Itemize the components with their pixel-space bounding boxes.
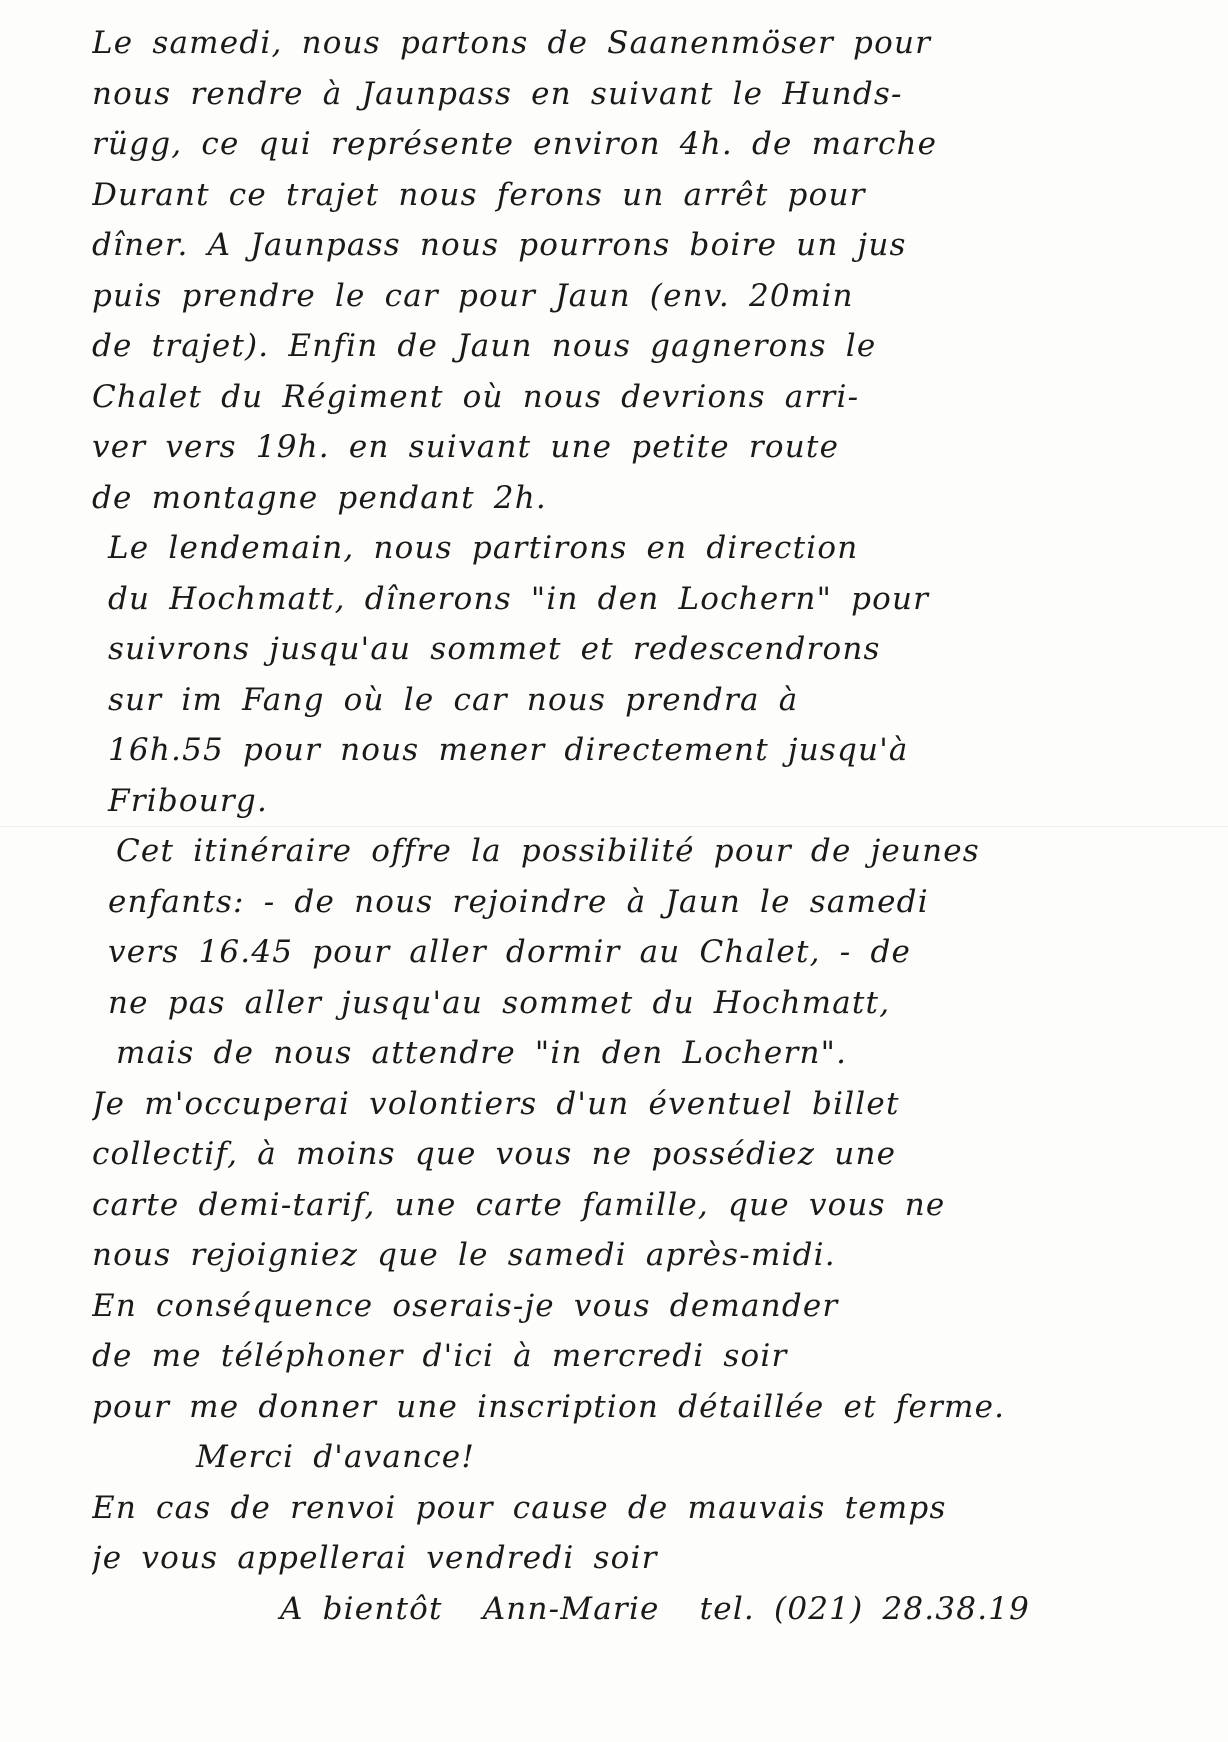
letter-line: Je m'occuperai volontiers d'un éventuel billet [92, 1085, 900, 1122]
letter-line: de me téléphoner d'ici à mercredi soir [92, 1338, 788, 1374]
letter-line: Merci d'avance! [196, 1439, 476, 1475]
letter-line: rügg, ce qui représente environ 4h. de marche [92, 126, 938, 162]
letter-line: sur im Fang où le car nous prendra à [108, 681, 799, 718]
letter-line: ver vers 19h. en suivant une petite route [92, 429, 840, 465]
letter-line: Le lendemain, nous partirons en direction [108, 530, 859, 566]
closing-greeting: A bientôt [280, 1590, 443, 1627]
letter-line: carte demi-tarif, une carte famille, que vous ne [92, 1186, 946, 1223]
letter-line: 16h.55 pour nous mener directement jusqu'à [108, 732, 909, 768]
phone-number: tel. (021) 28.38.19 [699, 1590, 1031, 1627]
letter-line: de montagne pendant 2h. [92, 479, 547, 516]
letter-line: Cet itinéraire offre la possibilité pour de jeunes [116, 833, 980, 869]
letter-line: mais de nous attendre "in den Lochern". [116, 1035, 848, 1071]
letter-line: Durant ce trajet nous ferons un arrêt pour [92, 176, 866, 213]
signature-name: Ann-Marie [482, 1590, 660, 1627]
letter-line: En cas de renvoi pour cause de mauvais temps [92, 1489, 947, 1526]
letter-line: nous rendre à Jaunpass en suivant le Hunds- [92, 75, 903, 112]
letter-line: Le samedi, nous partons de Saanenmöser pour [92, 25, 932, 61]
letter-closing [92, 1584, 1152, 1635]
handwritten-letter-body [92, 18, 1152, 1634]
letter-line: Chalet du Régiment où nous devrions arri- [92, 378, 860, 415]
letter-line: du Hochmatt, dînerons "in den Lochern" pour [108, 580, 930, 617]
letter-line: Fribourg. [108, 782, 269, 819]
letter-line: collectif, à moins que vous ne possédiez une [92, 1136, 897, 1172]
letter-line: je vous appellerai vendredi soir [92, 1540, 658, 1576]
letter-line: ne pas aller jusqu'au sommet du Hochmatt, [108, 984, 891, 1021]
letter-line: de trajet). Enfin de Jaun nous gagnerons le [92, 328, 877, 364]
letter-line: suivrons jusqu'au sommet et redescendrons [108, 631, 881, 667]
letter-line: nous rejoigniez que le samedi après-midi. [92, 1237, 836, 1273]
letter-line: dîner. A Jaunpass nous pourrons boire un jus [92, 227, 907, 263]
letter-line: En conséquence oserais-je vous demander [92, 1287, 839, 1324]
letter-line: enfants: - de nous rejoindre à Jaun le samedi [108, 883, 929, 920]
letter-line: pour me donner une inscription détaillée et ferme. [92, 1388, 1006, 1425]
letter-line: puis prendre le car pour Jaun (env. 20min [92, 277, 854, 314]
letter-line: vers 16.45 pour aller dormir au Chalet, - de [108, 934, 912, 970]
